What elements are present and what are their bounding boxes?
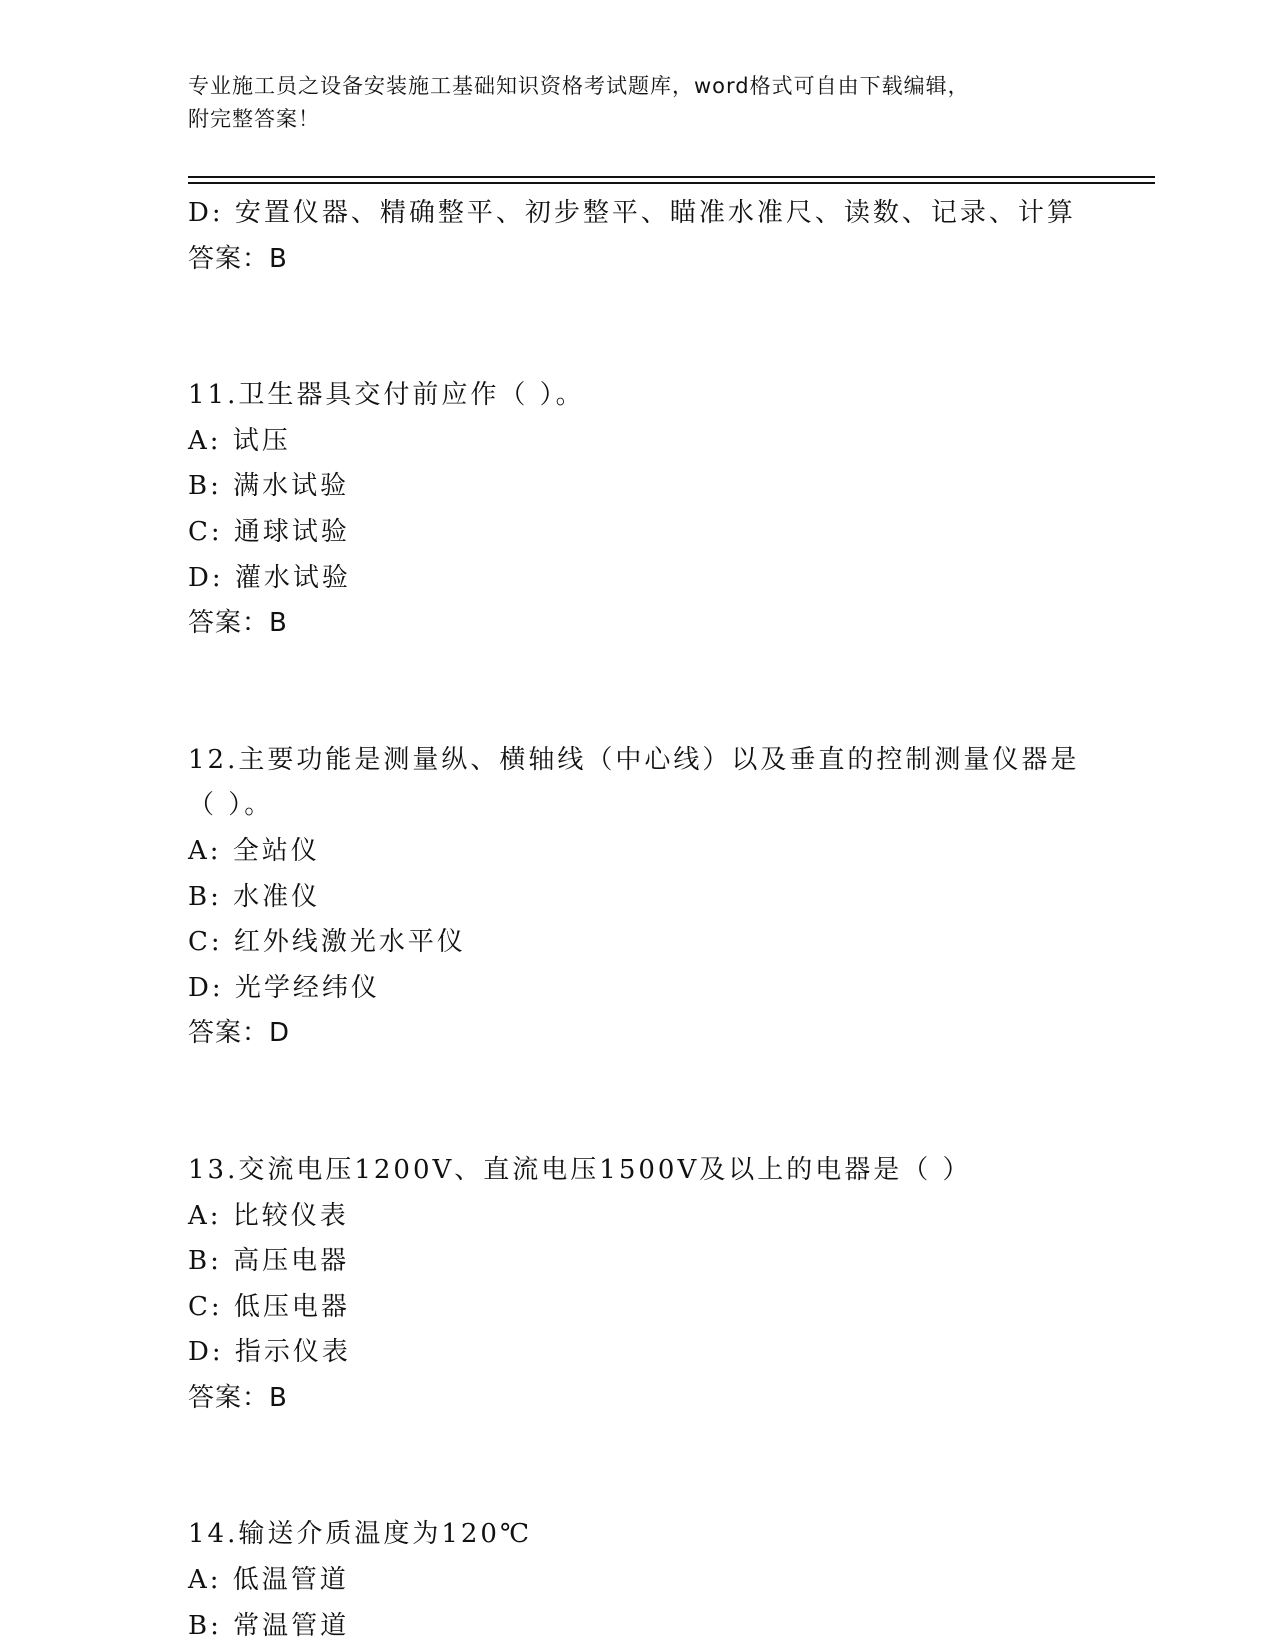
document-header [188, 70, 1088, 136]
question-block-11 [188, 373, 1155, 647]
header-line-1: 专业施工员之设备安装施工基础知识资格考试题库，word格式可自由下载编辑， [188, 74, 970, 98]
question-stem-line-2: （ ）。 [188, 790, 274, 821]
option-a: A: 比较仪表 [188, 1200, 349, 1231]
option-a: A: 低温管道 [188, 1565, 349, 1596]
spacer [188, 1057, 1155, 1148]
question-block-13 [188, 1148, 1155, 1422]
answer-line: 答案：B [188, 243, 288, 274]
spacer [188, 1421, 1155, 1512]
option-d: D: 灌水试验 [188, 562, 351, 593]
answer-line: 答案：B [188, 1382, 288, 1413]
option-d: D: 指示仪表 [188, 1337, 351, 1368]
answer-line: 答案：D [188, 1018, 291, 1049]
question-list [188, 191, 1155, 1649]
option-b: B: 满水试验 [188, 471, 350, 502]
answer-line: 答案：B [188, 608, 288, 639]
option-a: A: 试压 [188, 425, 291, 456]
header-divider-bottom [188, 182, 1155, 184]
header-line-2: 附完整答案！ [188, 107, 320, 131]
option-c: C: 低压电器 [188, 1291, 350, 1322]
option-d: D: 光学经纬仪 [188, 972, 380, 1003]
question-stem: 11.卫生器具交付前应作（ ）。 [188, 380, 585, 411]
header-divider-top [188, 176, 1155, 178]
option-d: D: 安置仪器、精确整平、初步整平、瞄准水准尺、读数、记录、计算 [188, 198, 1076, 228]
question-block-12 [188, 738, 1155, 1057]
spacer [188, 647, 1155, 738]
question-stem: 14.输送介质温度为120℃ [188, 1519, 533, 1550]
question-block-14 [188, 1512, 1155, 1649]
option-a: A: 全站仪 [188, 835, 320, 866]
option-b: B: 高压电器 [188, 1246, 350, 1277]
option-b: B: 常温管道 [188, 1610, 350, 1641]
spacer [188, 282, 1155, 373]
option-c: C: 通球试验 [188, 516, 350, 547]
question-stem-line-1: 12.主要功能是测量纵、横轴线（中心线）以及垂直的控制测量仪器是 [188, 744, 1080, 775]
question-stem: 13.交流电压1200V、直流电压1500V及以上的电器是（ ） [188, 1154, 972, 1185]
option-b: B: 水准仪 [188, 881, 321, 912]
option-c: C: 红外线激光水平仪 [188, 927, 466, 958]
